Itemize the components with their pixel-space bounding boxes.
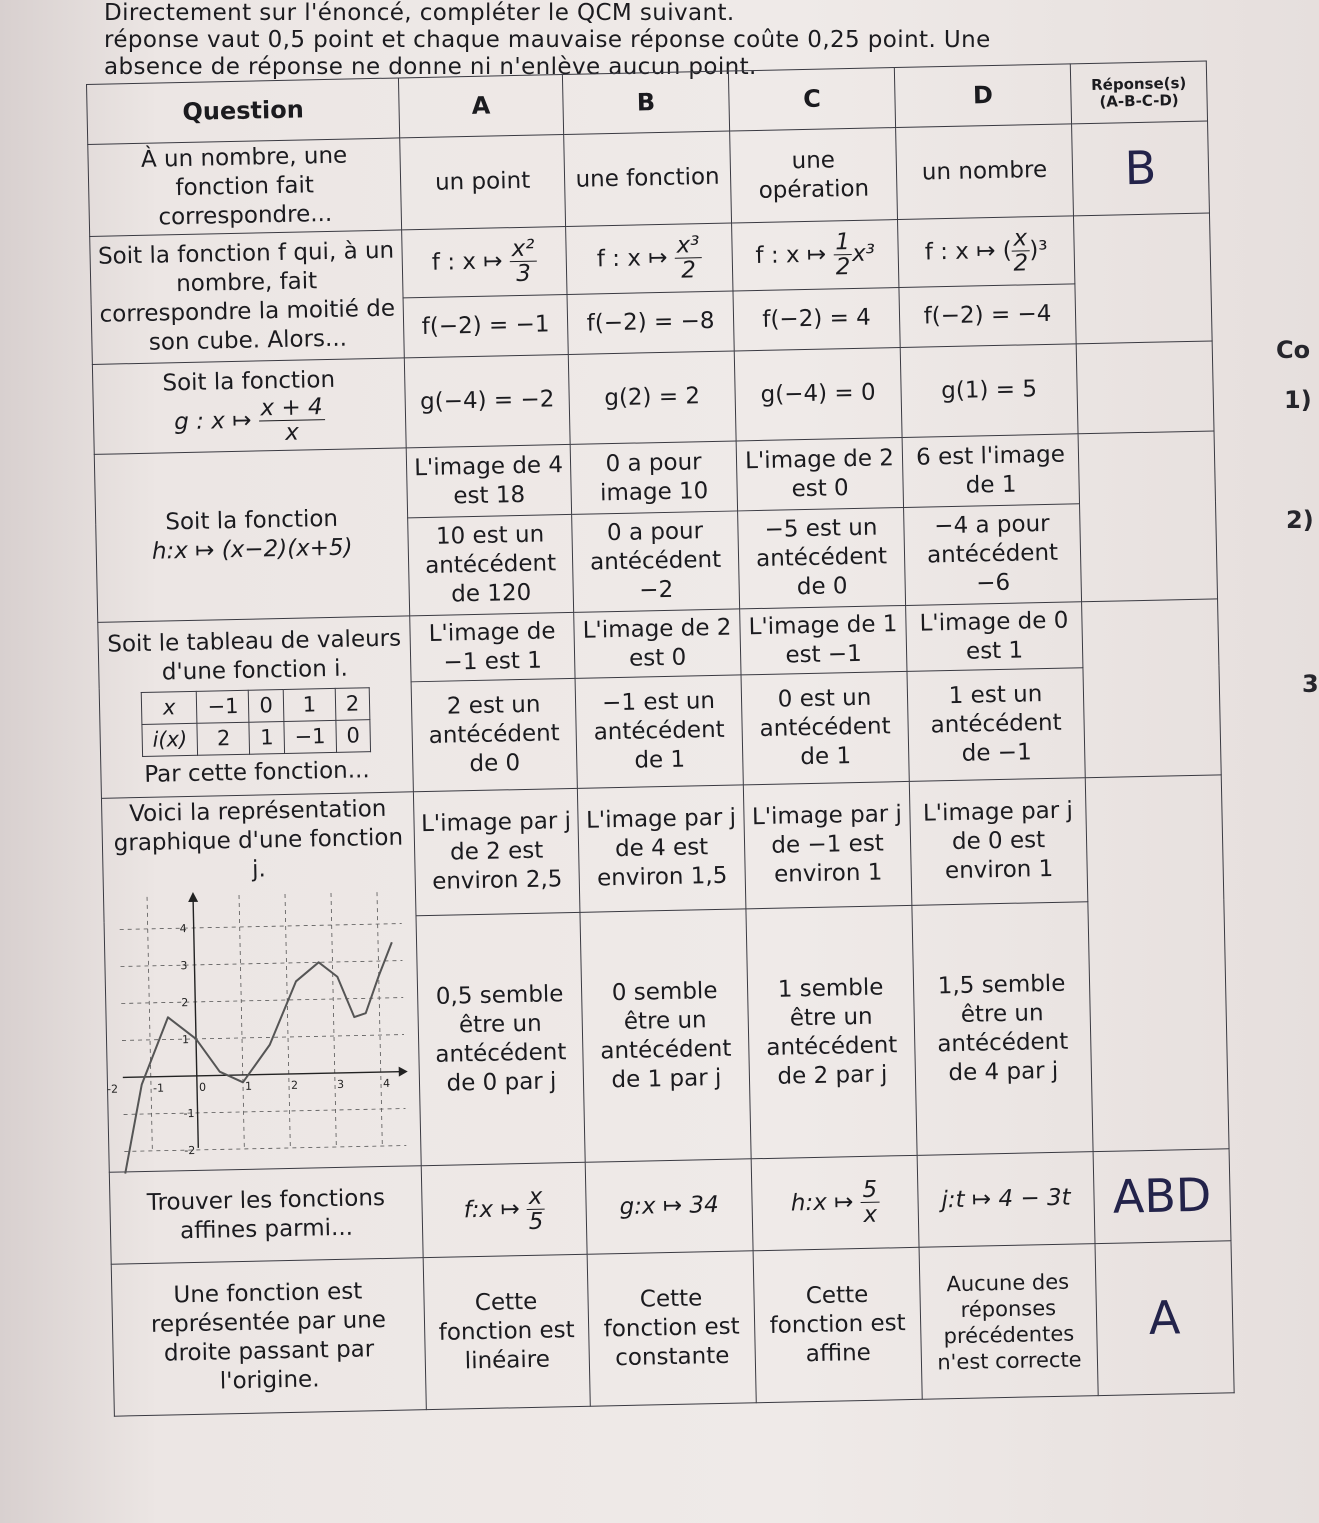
answer-cell[interactable] — [1073, 213, 1212, 344]
option-b[interactable]: g:x ↦ 34 — [585, 1159, 753, 1254]
answer-cell[interactable]: B — [1072, 121, 1210, 216]
question-cell — [94, 448, 409, 622]
x-tick-label: 3 — [336, 1077, 344, 1091]
fraction — [258, 395, 325, 445]
fraction-numerator: x — [528, 1183, 543, 1210]
option-d[interactable]: −4 a pour antécédent −6 — [904, 504, 1082, 606]
option-d[interactable]: 1,5 semble être un antécédent de 4 par j — [912, 902, 1093, 1156]
option-d[interactable]: j:t ↦ 4 − 3t — [917, 1152, 1095, 1248]
option-c-prefix: h:x ↦ — [790, 1189, 854, 1217]
answer-cell[interactable]: A — [1095, 1241, 1234, 1396]
option-d-prefix: f : x ↦ ( — [924, 237, 1013, 266]
header-answer — [1070, 61, 1207, 124]
values-cell: 1 — [249, 721, 284, 754]
values-cell: 2 — [197, 722, 250, 755]
option-a[interactable] — [402, 226, 567, 297]
header-d: D — [894, 64, 1071, 128]
question-cell — [92, 358, 406, 455]
margin-note: 1) — [1284, 386, 1312, 414]
option-d[interactable]: 1 est un antécédent de −1 — [907, 668, 1085, 782]
option-c[interactable] — [751, 1155, 919, 1250]
fraction — [833, 230, 853, 279]
option-c-suffix: x³ — [851, 240, 876, 267]
option-c[interactable]: 0 est un antécédent de 1 — [741, 671, 909, 784]
table-row — [111, 1241, 1234, 1416]
option-a[interactable]: 0,5 semble être un antécédent de 0 par j — [416, 912, 585, 1165]
values-cell: −1 — [197, 690, 250, 723]
grid-line-vertical — [147, 897, 152, 1149]
option-b-prefix: f : x ↦ — [596, 244, 668, 273]
header-b: B — [562, 71, 729, 134]
y-tick-label: 3 — [179, 959, 188, 973]
question-cell: Une fonction est représentée par une droite passant par l'origine. — [111, 1258, 426, 1417]
option-a[interactable]: 2 est un antécédent de 0 — [411, 678, 577, 791]
question-text: Par cette fonction... — [144, 756, 370, 788]
fraction-denominator: x — [284, 419, 300, 446]
instructions-line-3: absence de réponse ne donne ni n'enlève aucun point. — [104, 54, 757, 80]
values-cell: 0 — [249, 689, 284, 722]
answer-cell[interactable] — [1078, 431, 1217, 602]
y-tick-label: -2 — [183, 1143, 195, 1158]
grid-line-vertical — [376, 892, 381, 1144]
option-c[interactable]: Cette fonction est affine — [753, 1247, 922, 1402]
option-c[interactable]: g(−4) = 0 — [734, 348, 902, 441]
x-tick-label: 1 — [244, 1079, 252, 1093]
function-curve — [120, 942, 396, 1173]
option-a[interactable] — [421, 1162, 587, 1257]
fraction-numerator: x — [1013, 225, 1028, 252]
question-function — [100, 393, 400, 448]
fraction-numerator: 5 — [862, 1176, 878, 1203]
values-cell: 2 — [335, 687, 370, 720]
grid-line-vertical — [239, 895, 244, 1147]
fraction — [527, 1185, 546, 1234]
fraction-denominator: 5 — [528, 1208, 544, 1235]
option-b[interactable]: L'image de 2 est 0 — [574, 609, 741, 678]
grid-line-horizontal — [119, 924, 401, 930]
option-c[interactable]: L'image de 2 est 0 — [736, 437, 903, 510]
option-a[interactable]: L'image par j de 2 est environ 2,5 — [413, 788, 580, 915]
margin-note: 3 — [1302, 670, 1319, 698]
header-answer-label: Réponse(s) — [1090, 73, 1187, 94]
function-graph — [106, 882, 410, 1158]
option-c[interactable]: une opération — [730, 128, 898, 223]
margin-note: 2) — [1286, 506, 1314, 534]
values-table — [141, 687, 372, 757]
option-b[interactable]: une fonction — [564, 131, 732, 226]
values-row-y — [142, 719, 371, 756]
x-tick-label: 0 — [198, 1080, 206, 1094]
option-a[interactable]: L'image de −1 est 1 — [410, 612, 575, 681]
option-c-prefix: f : x ↦ — [755, 241, 827, 270]
grid-line-horizontal — [122, 1035, 404, 1041]
option-b[interactable]: Cette fonction est constante — [587, 1251, 756, 1406]
fraction-denominator: x — [863, 1201, 878, 1228]
question-cell: Trouver les fonctions affines parmi... — [109, 1166, 423, 1265]
fraction-numerator: 1 — [834, 229, 851, 256]
option-b[interactable]: −1 est un antécédent de 1 — [575, 675, 743, 788]
y-tick-label: 4 — [179, 922, 187, 936]
option-d[interactable]: g(1) = 5 — [900, 344, 1078, 438]
instructions-line-1: Directement sur l'énoncé, compléter le QCM suivant. — [104, 0, 735, 26]
option-a[interactable]: g(−4) = −2 — [404, 354, 570, 447]
x-tick-label: -1 — [152, 1081, 164, 1095]
y-tick-label: 1 — [181, 1033, 189, 1047]
header-answer-sub: (A-B-C-D) — [1099, 90, 1179, 111]
option-d[interactable]: un nombre — [896, 124, 1074, 220]
question-text: Soit la fonction — [165, 505, 339, 535]
values-row-x — [141, 687, 370, 724]
option-b[interactable]: g(2) = 2 — [568, 351, 736, 444]
grid-line-horizontal — [121, 998, 403, 1004]
option-b[interactable]: 0 a pour antécédent −2 — [572, 511, 740, 612]
option-d[interactable] — [898, 216, 1075, 288]
question-text: Soit la fonction — [162, 366, 336, 396]
fraction-numerator: x² — [511, 235, 535, 263]
answer-cell[interactable] — [1076, 341, 1214, 434]
header-question: Question — [87, 78, 400, 145]
option-a[interactable]: f(−2) = −1 — [403, 294, 568, 357]
y-tick-label: -1 — [182, 1106, 195, 1121]
question-cell — [98, 616, 414, 798]
question-cell: Soit la fonction f qui, à un nombre, fait correspondre la moitié de son cube. Alors... — [90, 230, 405, 365]
qcm-table — [86, 61, 1235, 1417]
question-cell: À un nombre, une fonction fait correspondre... — [88, 138, 402, 237]
option-d[interactable]: Aucune des réponses précédentes n'est correcte — [919, 1244, 1098, 1400]
margin-note: Co — [1276, 336, 1311, 364]
option-a-prefix: f:x ↦ — [463, 1196, 520, 1224]
table-row — [101, 775, 1223, 922]
option-a[interactable]: Cette fonction est linéaire — [423, 1254, 590, 1409]
option-d[interactable]: L'image par j de 0 est environ 1 — [909, 778, 1088, 906]
x-axis-arrow — [398, 1066, 407, 1076]
grid-line-horizontal — [120, 961, 402, 967]
grid-line-horizontal — [124, 1146, 406, 1152]
option-c[interactable]: 1 semble être un antécédent de 2 par j — [746, 905, 917, 1158]
values-cell: −1 — [284, 720, 337, 753]
values-label-x: x — [141, 691, 197, 724]
option-d[interactable]: 6 est l'image de 1 — [902, 434, 1079, 508]
fraction-denominator: 2 — [680, 257, 697, 284]
header-a: A — [398, 75, 563, 138]
x-tick-label: -2 — [106, 1082, 118, 1096]
question-text: Voici la représentation graphique d'une fonction j. — [113, 795, 404, 883]
option-b[interactable]: L'image par j de 4 est environ 1,5 — [577, 785, 746, 912]
header-c: C — [728, 68, 895, 131]
option-c[interactable] — [732, 220, 899, 291]
fraction — [860, 1178, 880, 1227]
option-d[interactable]: f(−2) = −4 — [899, 284, 1076, 348]
answer-cell[interactable] — [1085, 775, 1229, 1152]
values-label-y: i(x) — [142, 723, 198, 756]
option-c[interactable]: L'image par j de −1 est environ 1 — [743, 781, 912, 908]
option-a[interactable]: un point — [400, 135, 566, 230]
fraction — [1011, 226, 1030, 275]
option-c[interactable]: −5 est un antécédent de 0 — [738, 507, 906, 608]
option-a[interactable]: 10 est un antécédent de 120 — [408, 514, 574, 615]
grid-line-vertical — [330, 893, 335, 1145]
grid-line-horizontal — [123, 1109, 405, 1115]
option-d-suffix: )³ — [1029, 236, 1048, 264]
option-c[interactable]: f(−2) = 4 — [733, 288, 900, 351]
y-axis-arrow — [187, 892, 197, 902]
answer-cell[interactable] — [1082, 599, 1222, 778]
option-a[interactable]: L'image de 4 est 18 — [406, 444, 571, 517]
option-d[interactable]: L'image de 0 est 1 — [906, 602, 1083, 672]
option-b[interactable]: 0 semble être un antécédent de 1 par j — [580, 909, 751, 1162]
x-tick-label: 4 — [382, 1076, 390, 1091]
function-prefix: g : x ↦ — [174, 407, 252, 435]
fraction — [674, 233, 702, 283]
fraction-denominator: 2 — [835, 254, 851, 281]
option-b[interactable]: 0 a pour image 10 — [570, 441, 737, 514]
values-cell: 0 — [336, 719, 371, 752]
instructions-line-2: réponse vaut 0,5 point et chaque mauvaise réponse coûte 0,25 point. Une — [104, 27, 991, 53]
fraction-denominator: 3 — [515, 260, 532, 288]
x-tick-label: 2 — [290, 1078, 298, 1092]
option-a-prefix: f : x ↦ — [431, 248, 503, 276]
question-text: Soit le tableau de valeurs d'une fonction i. — [107, 625, 402, 686]
question-cell — [101, 792, 421, 1172]
option-c[interactable]: L'image de 1 est −1 — [740, 605, 907, 674]
option-b[interactable] — [566, 223, 733, 294]
y-tick-label: 2 — [180, 996, 188, 1010]
answer-cell[interactable]: ABD — [1093, 1149, 1231, 1244]
question-function: h:x ↦ (x−2)(x+5) — [151, 534, 353, 565]
grid-line-vertical — [285, 894, 290, 1146]
fraction-numerator: x³ — [676, 232, 700, 259]
fraction — [509, 237, 537, 287]
values-cell: 1 — [283, 688, 336, 721]
option-b[interactable]: f(−2) = −8 — [567, 291, 734, 354]
fraction-denominator: 2 — [1013, 250, 1029, 277]
fraction-numerator: x + 4 — [260, 393, 323, 421]
x-axis — [122, 1072, 404, 1078]
